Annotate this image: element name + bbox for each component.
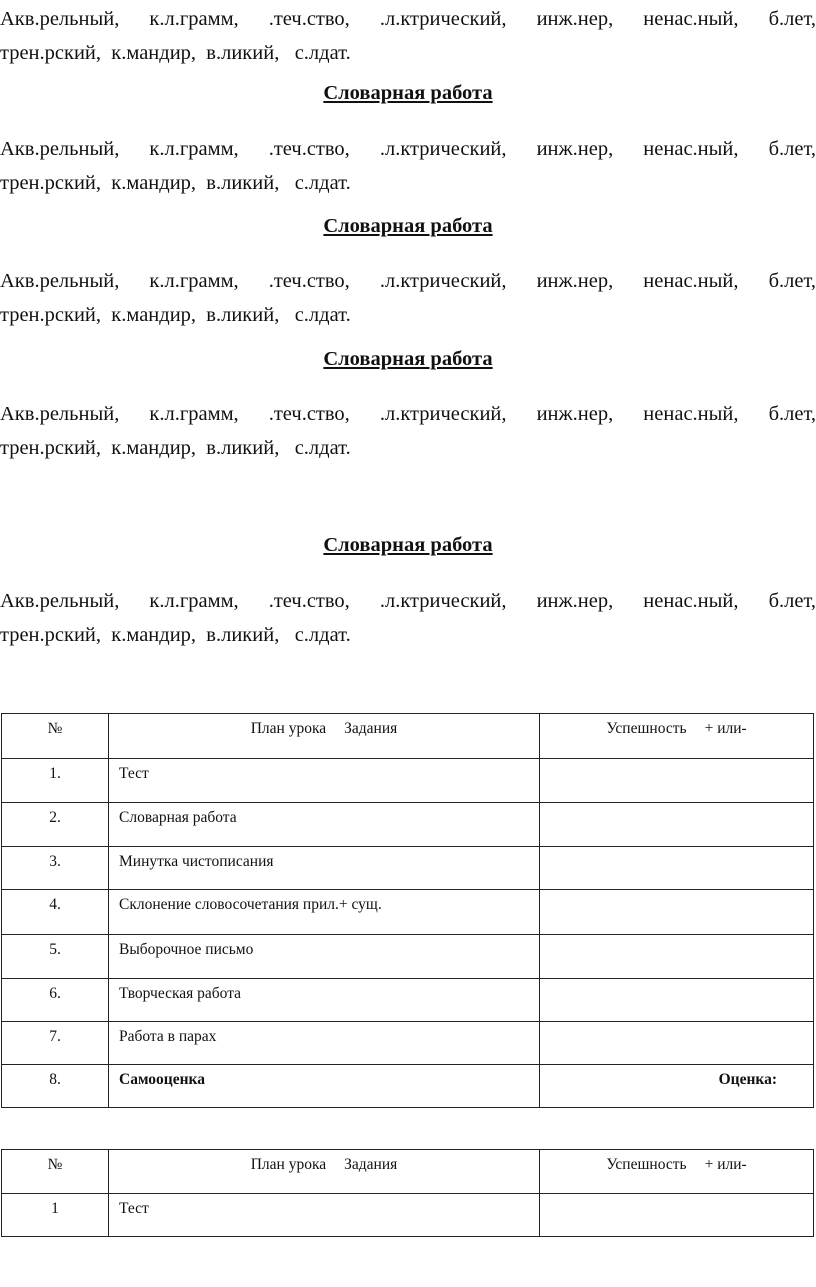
section-heading: Словарная работа [323, 348, 493, 370]
vocabulary-line-1: Акв.рельный, к.л.грамм, .теч.ство, .л.ктрический, инж.нер, ненас.ный, б.лет, [0, 270, 816, 292]
row-score-cell[interactable] [540, 1194, 814, 1237]
row-number: 2. [49, 809, 61, 826]
vocabulary-paragraph [0, 132, 816, 200]
row-task: Тест [119, 1200, 149, 1217]
lesson-plan-table [1, 1149, 814, 1237]
row-score-cell[interactable] [540, 935, 814, 979]
score-label: Оценка: [718, 1071, 777, 1088]
vocabulary-paragraph [0, 584, 816, 652]
vocabulary-paragraph [0, 264, 816, 332]
table-header-row [2, 714, 814, 759]
row-score-cell[interactable] [540, 1065, 814, 1108]
vocabulary-line-2: трен.рский, к.мандир, в.ликий, с.лдат. [0, 42, 351, 64]
row-score-cell[interactable] [540, 890, 814, 935]
vocabulary-line-2: трен.рский, к.мандир, в.ликий, с.лдат. [0, 304, 351, 326]
table-row [2, 803, 814, 847]
row-task: Творческая работа [119, 985, 242, 1002]
vocabulary-line-2: трен.рский, к.мандир, в.ликий, с.лдат. [0, 624, 351, 646]
row-number: 7. [49, 1028, 61, 1045]
row-number: 1 [51, 1200, 59, 1217]
lesson-plan-table [1, 713, 814, 1108]
row-task: Тест [119, 765, 149, 782]
table-row [2, 979, 814, 1022]
row-task: Работа в парах [119, 1028, 217, 1045]
row-task: Словарная работа [119, 809, 237, 826]
row-score-cell[interactable] [540, 803, 814, 847]
row-task: Минутка чистописания [119, 853, 274, 870]
header-success-label: Успешность [606, 720, 687, 737]
table-header-row [2, 1150, 814, 1194]
row-number: 3. [49, 853, 61, 870]
row-score-cell[interactable] [540, 847, 814, 890]
header-tasks-label: Задания [344, 1156, 398, 1173]
header-cell-plan [109, 1150, 540, 1194]
vocabulary-line-1: Акв.рельный, к.л.грамм, .теч.ство, .л.ктрический, инж.нер, ненас.ный, б.лет, [0, 403, 816, 425]
header-plusminus-label: + или- [704, 1156, 747, 1173]
header-cell-num: № [2, 714, 109, 759]
vocabulary-paragraph [0, 397, 816, 465]
row-number: 5. [49, 941, 61, 958]
table-row [2, 935, 814, 979]
vocabulary-line-2: трен.рский, к.мандир, в.ликий, с.лдат. [0, 437, 351, 459]
section-heading: Словарная работа [323, 215, 493, 237]
row-score-cell[interactable] [540, 1022, 814, 1065]
vocabulary-paragraph [0, 2, 816, 70]
section-heading: Словарная работа [323, 534, 493, 556]
header-success-label: Успешность [606, 1156, 687, 1173]
row-number: 1. [49, 765, 61, 782]
table-row [2, 1194, 814, 1237]
header-plusminus-label: + или- [704, 720, 747, 737]
row-number: 8. [49, 1071, 61, 1088]
header-tasks-label: Задания [344, 720, 398, 737]
table-row [2, 759, 814, 803]
header-cell-success [540, 1150, 814, 1194]
vocabulary-line-1: Акв.рельный, к.л.грамм, .теч.ство, .л.ктрический, инж.нер, ненас.ный, б.лет, [0, 8, 816, 30]
table-row [2, 847, 814, 890]
header-cell-plan [109, 714, 540, 759]
row-task: Самооценка [119, 1071, 205, 1088]
header-cell-num: № [2, 1150, 109, 1194]
row-task: Выборочное письмо [119, 941, 254, 958]
vocabulary-line-1: Акв.рельный, к.л.грамм, .теч.ство, .л.ктрический, инж.нер, ненас.ный, б.лет, [0, 590, 816, 612]
row-score-cell[interactable] [540, 759, 814, 803]
vocabulary-line-1: Акв.рельный, к.л.грамм, .теч.ство, .л.ктрический, инж.нер, ненас.ный, б.лет, [0, 138, 816, 160]
header-cell-success [540, 714, 814, 759]
table-row [2, 1065, 814, 1108]
row-number: 6. [49, 985, 61, 1002]
header-plan-label: План урока [250, 720, 327, 737]
header-plan-label: План урока [250, 1156, 327, 1173]
section-heading: Словарная работа [323, 82, 493, 104]
table-row [2, 1022, 814, 1065]
vocabulary-line-2: трен.рский, к.мандир, в.ликий, с.лдат. [0, 172, 351, 194]
row-number: 4. [49, 896, 61, 913]
row-score-cell[interactable] [540, 979, 814, 1022]
row-task: Склонение словосочетания прил.+ сущ. [119, 896, 382, 913]
table-row [2, 890, 814, 935]
